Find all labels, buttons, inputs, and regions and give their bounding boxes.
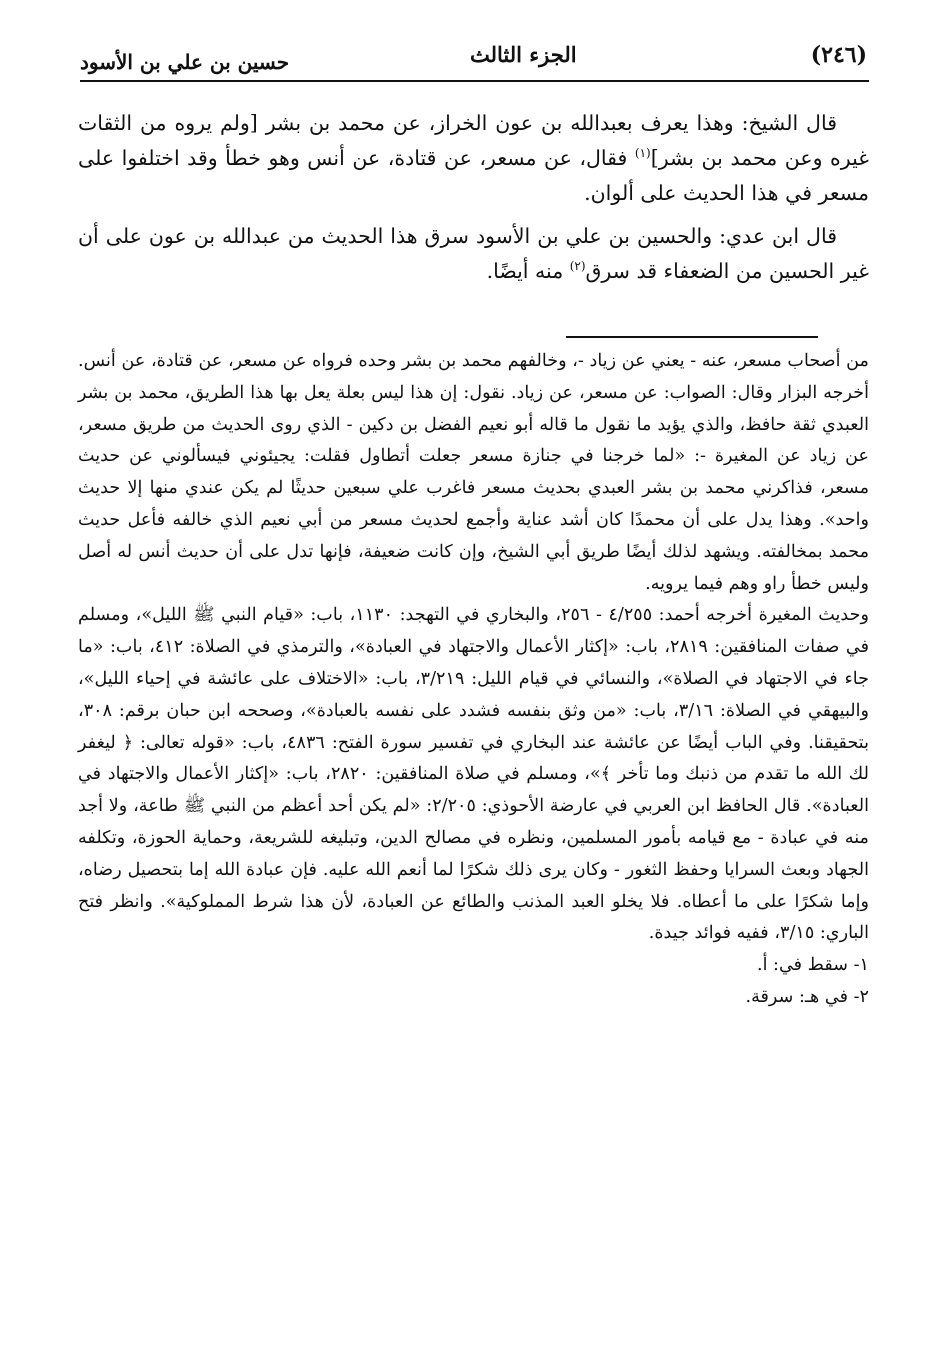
main-paragraph-1-part-a: قال الشيخ: وهذا يعرف بعبدالله بن عون الخراز، عن محمد بن بشر [ولم يروه من الثقات غيره وعن محمد بن بشر]	[78, 111, 869, 170]
running-title: حسين بن علي بن الأسود	[80, 50, 290, 74]
footnote-ref-1: (١)	[634, 146, 651, 161]
page-number: (٢٤٦)	[810, 42, 867, 68]
volume-title: الجزء الثالث	[470, 42, 577, 67]
footnote-ref-2: (٢)	[569, 259, 586, 274]
main-text	[78, 106, 869, 289]
footnote-2: ٢- في هـ: سرقة.	[745, 986, 869, 1007]
main-paragraph-1-part-b: فقال، عن مسعر، عن قتادة، عن أنس وهو خطأ وقد اختلفوا على مسعر في هذا الحديث على ألوان.	[78, 146, 869, 205]
note-takhrij: وحديث المغيرة أخرجه أحمد: ٤/٢٥٥ - ٢٥٦، والبخاري في التهجد: ١١٣٠، باب: «قيام النبي ﷺ الليل»، ومسلم في صفات المنافقين: ٢٨١٩، باب: «إكثار الأعمال والاجتهاد في العبادة»، والترمذي في الصلاة: ٤١٢، باب: «ما جاء في الاجتهاد في الصلاة»، والنسائي في قيام الليل: ٣/٢١٩، باب: «الاختلاف على عائشة في إحياء الليل»، والبيهقي في الصلاة: ٣/١٦، باب: «من وثق بنفسه فشدد على نفسه بالعبادة»، وصححه ابن حبان برقم: ٣٠٨، بتحقيقنا. وفي الباب أيضًا عن عائشة عند البخاري في تفسير سورة الفتح: ٤٨٣٦، باب: «قوله تعالى: ﴿ ليغفر لك الله ما تقدم من ذنبك وما تأخر ﴾»، ومسلم في صلاة المنافقين: ٢٨٢٠، باب: «إكثار الأعمال والاجتهاد في العبادة». قال الحافظ ابن العربي في عارضة الأحوذي: ٢/٢٠٥: «لم يكن أحد أعظم من النبي ﷺ طاعة، ولا أجد منه في عبادة - مع قيامه بأمور المسلمين، ونظره في مصالح الدين، وتبليغه للشريعة، وحماية الحوزة، وتكلفه الجهاد وبعث السرايا وحفظ الثغور - وكان يرى ذلك شكرًا لما أنعم الله عليه. فإن عبادة الله إما بتحصيل رضاه، وإما شكرًا على ما أعطاه. فلا يخلو العبد المذنب والطائع عن العبادة، لأن هذا شرط المملوكية». وانظر فتح الباري: ٣/١٥، ففيه فوائد جيدة.	[78, 605, 870, 944]
footnote-1: ١- سقط في: أ.	[756, 955, 869, 976]
main-paragraph-2-part-a: قال ابن عدي: والحسين بن علي بن الأسود سرق هذا الحديث من عبدالله بن عون على أن غير الحسين من الضعفاء قد سرق	[78, 224, 869, 283]
page-header	[80, 30, 869, 82]
footnote-divider	[566, 336, 818, 338]
footnotes-section	[78, 346, 869, 1014]
main-paragraph-1	[78, 106, 869, 211]
note-continuation: من أصحاب مسعر، عنه - يعني عن زياد -، وخالفهم محمد بن بشر وحده فرواه عن مسعر، عن قتادة، عن أنس. أخرجه البزار وقال: الصواب: عن مسعر، عن زياد. نقول: إن هذا ليس بعلة يعل بها هذا الطريق، محمد بن بشر العبدي ثقة حافظ، والذي يؤيد ما نقول ما قاله أبو نعيم الفضل بن دكين - الذي روى الحديث من طريق مسعر، عن زياد عن المغيرة -: «لما خرجنا في جنازة مسعر جعلت أتطاول فقلت: يجيئوني فيسألوني عن حديث مسعر، فذاكرني محمد بن بشر العبدي بحديث مسعر فاغرب علي سبعين حديثًا لم يكن عندي منها إلا حديث واحد». وهذا يدل على أن محمدًا كان أشد عناية وأجمع لحديث مسعر من أبي نعيم الذي خالفه فأعل حديث محمد بمخالفته. ويشهد لذلك أيضًا طريق أبي الشيخ، وإن كانت ضعيفة، فإنها تدل على أن حديث أنس له أصل وليس خطأ راو وهم فيما يرويه.	[78, 351, 869, 594]
main-paragraph-2	[78, 219, 869, 289]
main-paragraph-2-part-b: منه أيضًا.	[486, 259, 570, 283]
